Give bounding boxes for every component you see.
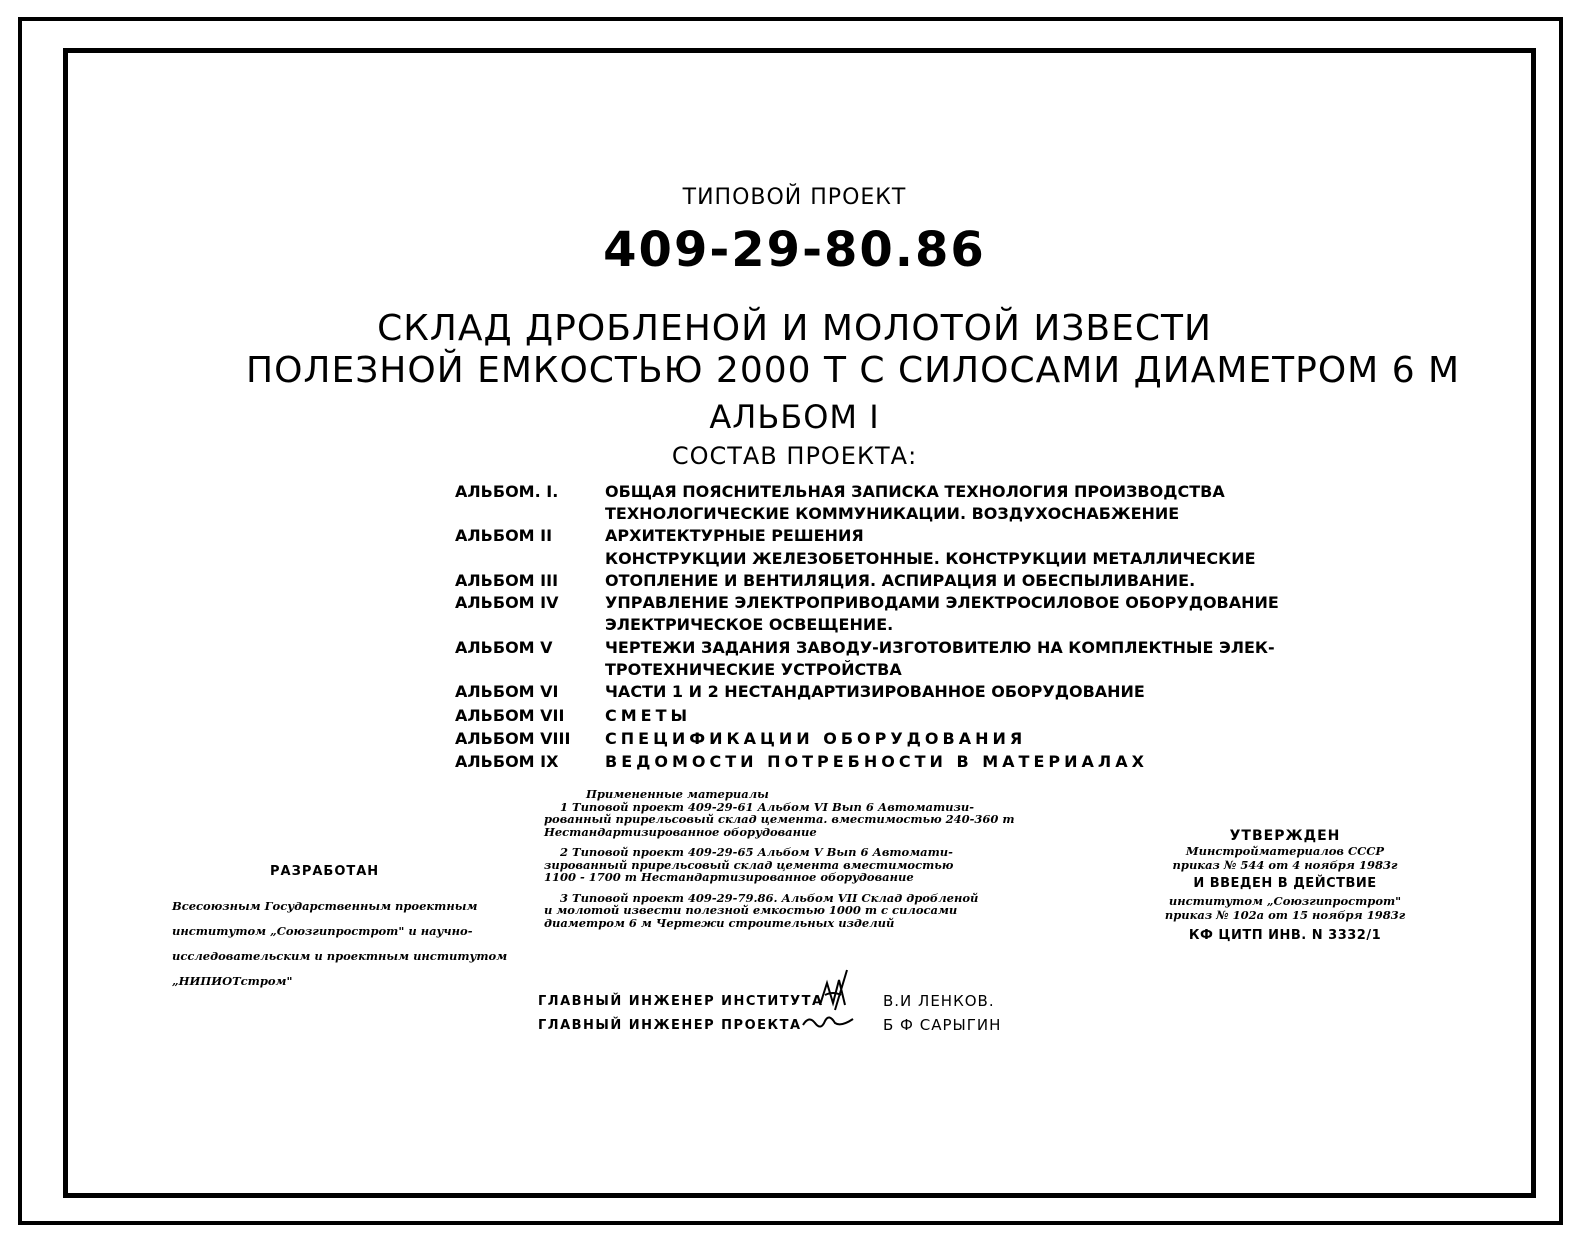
developed-line: „НИПИОТстром" xyxy=(172,974,293,988)
album-contents: ВЕДОМОСТИ ПОТРЕБНОСТИ В МАТЕРИАЛАХ xyxy=(605,752,1148,771)
album-label: АЛЬБОМ VIII xyxy=(455,729,571,748)
materials-line: 1100 - 1700 т Нестандартизированное оборудование xyxy=(544,870,914,884)
developed-line: исследовательским и проектным институтом xyxy=(172,949,508,963)
developed-line: Всесоюзным Государственным проектным xyxy=(172,899,478,913)
approved-line: институтом „Союзгипрострom" xyxy=(1168,894,1402,908)
materials-line: и молотой извести полезной емкостью 1000 т с силосами xyxy=(544,903,958,917)
signature-role: ГЛАВНЫЙ ИНЖЕНЕР ИНСТИТУТА xyxy=(538,994,824,1009)
approved-line: приказ № 102а от 15 ноября 1983г xyxy=(1164,908,1406,922)
developed-by xyxy=(172,894,507,994)
signature-name: В.И ЛЕНКОВ. xyxy=(883,992,995,1010)
album-contents: ОБЩАЯ ПОЯСНИТЕЛЬНАЯ ЗАПИСКА ТЕХНОЛОГИЯ ПРОИЗВОДСТВА xyxy=(605,482,1225,501)
project-type-label: ТИПОВОЙ ПРОЕКТ xyxy=(682,185,907,210)
materials-line: Нестандартизированное оборудование xyxy=(544,824,817,839)
album-label: АЛЬБОМ V xyxy=(455,638,553,657)
signature-name: Б Ф САРЫГИН xyxy=(883,1016,1002,1034)
handwritten-signature xyxy=(795,965,865,1035)
approval-block xyxy=(1140,828,1430,943)
album-label: АЛЬБОМ. I. xyxy=(455,482,559,501)
album-contents: СПЕЦИФИКАЦИИ ОБОРУДОВАНИЯ xyxy=(605,729,1027,748)
title-line-2: ПОЛЕЗНОЙ ЕМКОСТЬЮ 2000 Т С СИЛОСАМИ ДИАМЕТРОМ 6 М xyxy=(246,350,1461,391)
album-label: АЛЬБОМ VI xyxy=(455,682,559,701)
materials-line: 3 Типовой проект 409-29-79.86. Альбом VII Склад дробленой xyxy=(560,890,979,905)
album-contents: ЧЕРТЕЖИ ЗАДАНИЯ ЗАВОДУ-ИЗГОТОВИТЕЛЮ НА КОМПЛЕКТНЫЕ ЭЛЕК- xyxy=(605,638,1275,657)
approved-heading: УТВЕРЖДЕН xyxy=(1229,828,1341,844)
album-label: АЛЬБОМ IX xyxy=(455,752,559,771)
composition-heading: СОСТАВ ПРОЕКТА: xyxy=(671,442,918,470)
album-label: АЛЬБОМ III xyxy=(455,571,559,590)
album-label: АЛЬБОМ IV xyxy=(455,593,559,612)
album-contents: АРХИТЕКТУРНЫЕ РЕШЕНИЯ xyxy=(605,526,864,545)
album-contents: ОТОПЛЕНИЕ И ВЕНТИЛЯЦИЯ. АСПИРАЦИЯ И ОБЕСПЫЛИВАНИЕ. xyxy=(605,571,1196,590)
project-number: 409-29-80.86 xyxy=(603,222,986,278)
album-label: АЛЬБОМ VII xyxy=(455,706,565,725)
materials-line: рованный прирельсовый склад цемента. вместимостью 240-360 т xyxy=(544,812,1015,826)
title-line-1: СКЛАД ДРОБЛЕНОЙ И МОЛОТОЙ ИЗВЕСТИ xyxy=(377,308,1212,349)
enacted-heading: И ВВЕДЕН В ДЕЙСТВИЕ xyxy=(1193,876,1377,891)
album-title: АЛЬБОМ I xyxy=(709,398,880,436)
album-contents: ЧАСТИ 1 И 2 НЕСТАНДАРТИЗИРОВАННОЕ ОБОРУДОВАНИЕ xyxy=(605,682,1145,701)
album-contents: СМЕТЫ xyxy=(605,706,692,725)
materials-line: диаметром 6 м Чертежи строительных изделий xyxy=(544,915,895,930)
materials-line: зированный прирельсовый склад цемента вместимостью xyxy=(544,857,954,872)
approved-line: Минстройматериалов СССР xyxy=(1185,844,1385,858)
album-contents: УПРАВЛЕНИЕ ЭЛЕКТРОПРИВОДАМИ ЭЛЕКТРОСИЛОВОЕ ОБОРУДОВАНИЕ xyxy=(605,593,1279,612)
inventory-number: КФ ЦИТП ИНВ. N 3332/1 xyxy=(1188,928,1382,943)
developed-heading: РАЗРАБОТАН xyxy=(270,864,380,879)
materials-line: 2 Типовой проект 409-29-65 Альбом V Вып 6 Автомати- xyxy=(560,845,953,859)
materials-line: 1 Типовой проект 409-29-61 Альбом VI Вып 6 Автоматизи- xyxy=(560,799,974,814)
album-contents: КОНСТРУКЦИИ ЖЕЛЕЗОБЕТОННЫЕ. КОНСТРУКЦИИ МЕТАЛЛИЧЕСКИЕ xyxy=(605,549,1256,568)
album-label: АЛЬБОМ II xyxy=(455,526,553,545)
approved-line: приказ № 544 от 4 ноября 1983г xyxy=(1172,858,1398,872)
applied-materials xyxy=(544,788,1015,929)
materials-title: Примененные материалы xyxy=(586,787,769,801)
signature-role: ГЛАВНЫЙ ИНЖЕНЕР ПРОЕКТА xyxy=(538,1018,802,1033)
album-contents: ТЕХНОЛОГИЧЕСКИЕ КОММУНИКАЦИИ. ВОЗДУХОСНАБЖЕНИЕ xyxy=(605,504,1180,523)
album-contents: ТРОТЕХНИЧЕСКИЕ УСТРОЙСТВА xyxy=(605,660,902,679)
album-contents: ЭЛЕКТРИЧЕСКОЕ ОСВЕЩЕНИЕ. xyxy=(605,615,894,634)
developed-line: институтом „Союзгипрострom" и научно- xyxy=(172,924,473,938)
